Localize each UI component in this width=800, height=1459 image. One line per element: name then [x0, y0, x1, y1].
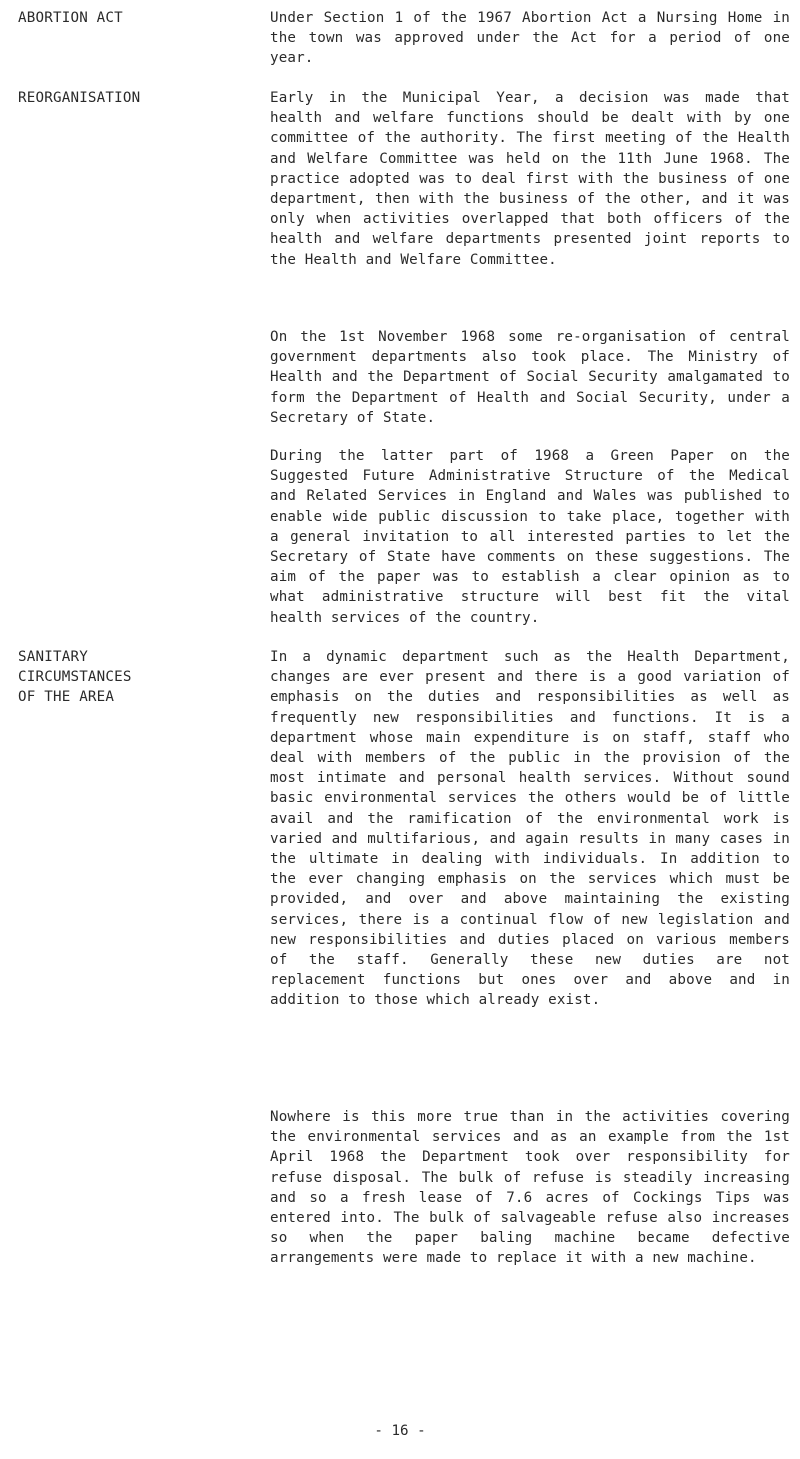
paragraph-reorganisation-2: On the 1st November 1968 some re-organisation of central government departments also took place. The Ministry of Health and the Department of Social Security amalgamated to form the Department of Health and Social Security, under a Secretary of State.: [270, 329, 790, 426]
paragraph-reorganisation-3: During the latter part of 1968 a Green Paper on the Suggested Future Administrative Structure of the Medical and Related Services in England and Wales was published to enable wide public discussion to take place, together with a general invitation to all interested parties to let the Secretary of State have comments on these suggestions. The aim of the paper was to establish a clear opinion as to what administrative structure will best fit the vital health services of the country.: [270, 448, 790, 626]
paragraph-sanitary-1: In a dynamic department such as the Health Department, changes are ever present and there is a good variation of emphasis on the duties and responsibilities as well as frequently new responsibilities and functions. It is a department whose main expenditure is on staff, staff who deal with members of the public in the provision of the most intimate and personal health services. Without sound basic environmental services the others would be of little avail and the ramification of the environmental work is varied and multifarious, and again results in many cases in the ultimate in dealing with individuals. In addition to the ever changing emphasis on the services which must be provided, and over and above maintaining the existing services, there is a continual flow of new legislation and new responsibilities and duties placed on various members of the staff. Generally these new duties are not replacement functions but ones over and above and in addition to those which already exist.: [270, 649, 790, 1009]
heading-sanitary-circumstances: SANITARY CIRCUMSTANCES OF THE AREA: [18, 649, 132, 706]
paragraph-sanitary-2: Nowhere is this more true than in the activities covering the environmental services and as an example from the 1st April 1968 the Department took over responsibility for refuse disposal. The bulk of refuse is steadily increasing and so a fresh lease of 7.6 acres of Cockings Tips was entered into. The bulk of salvageable refuse also increases so when the paper baling machine became defective arrangements were made to replace it with a new machine.: [270, 1109, 790, 1267]
paragraph-reorganisation-1: Early in the Municipal Year, a decision was made that health and welfare functions should be dealt with by one committee of the authority. The first meeting of the Health and Welfare Committee was held on the 11th June 1968. The practice adopted was to deal first with the business of one department, then with the business of the other, and it was only when activities overlapped that both officers of the health and welfare departments presented joint reports to the Health and Welfare Committee.: [270, 90, 790, 268]
heading-abortion-act: ABORTION ACT: [18, 10, 123, 26]
heading-reorganisation: REORGANISATION: [18, 90, 141, 106]
paragraph-abortion-1: Under Section 1 of the 1967 Abortion Act a Nursing Home in the town was approved under the Act for a period of one year.: [270, 10, 790, 67]
page-number: - 16 -: [374, 1423, 426, 1439]
